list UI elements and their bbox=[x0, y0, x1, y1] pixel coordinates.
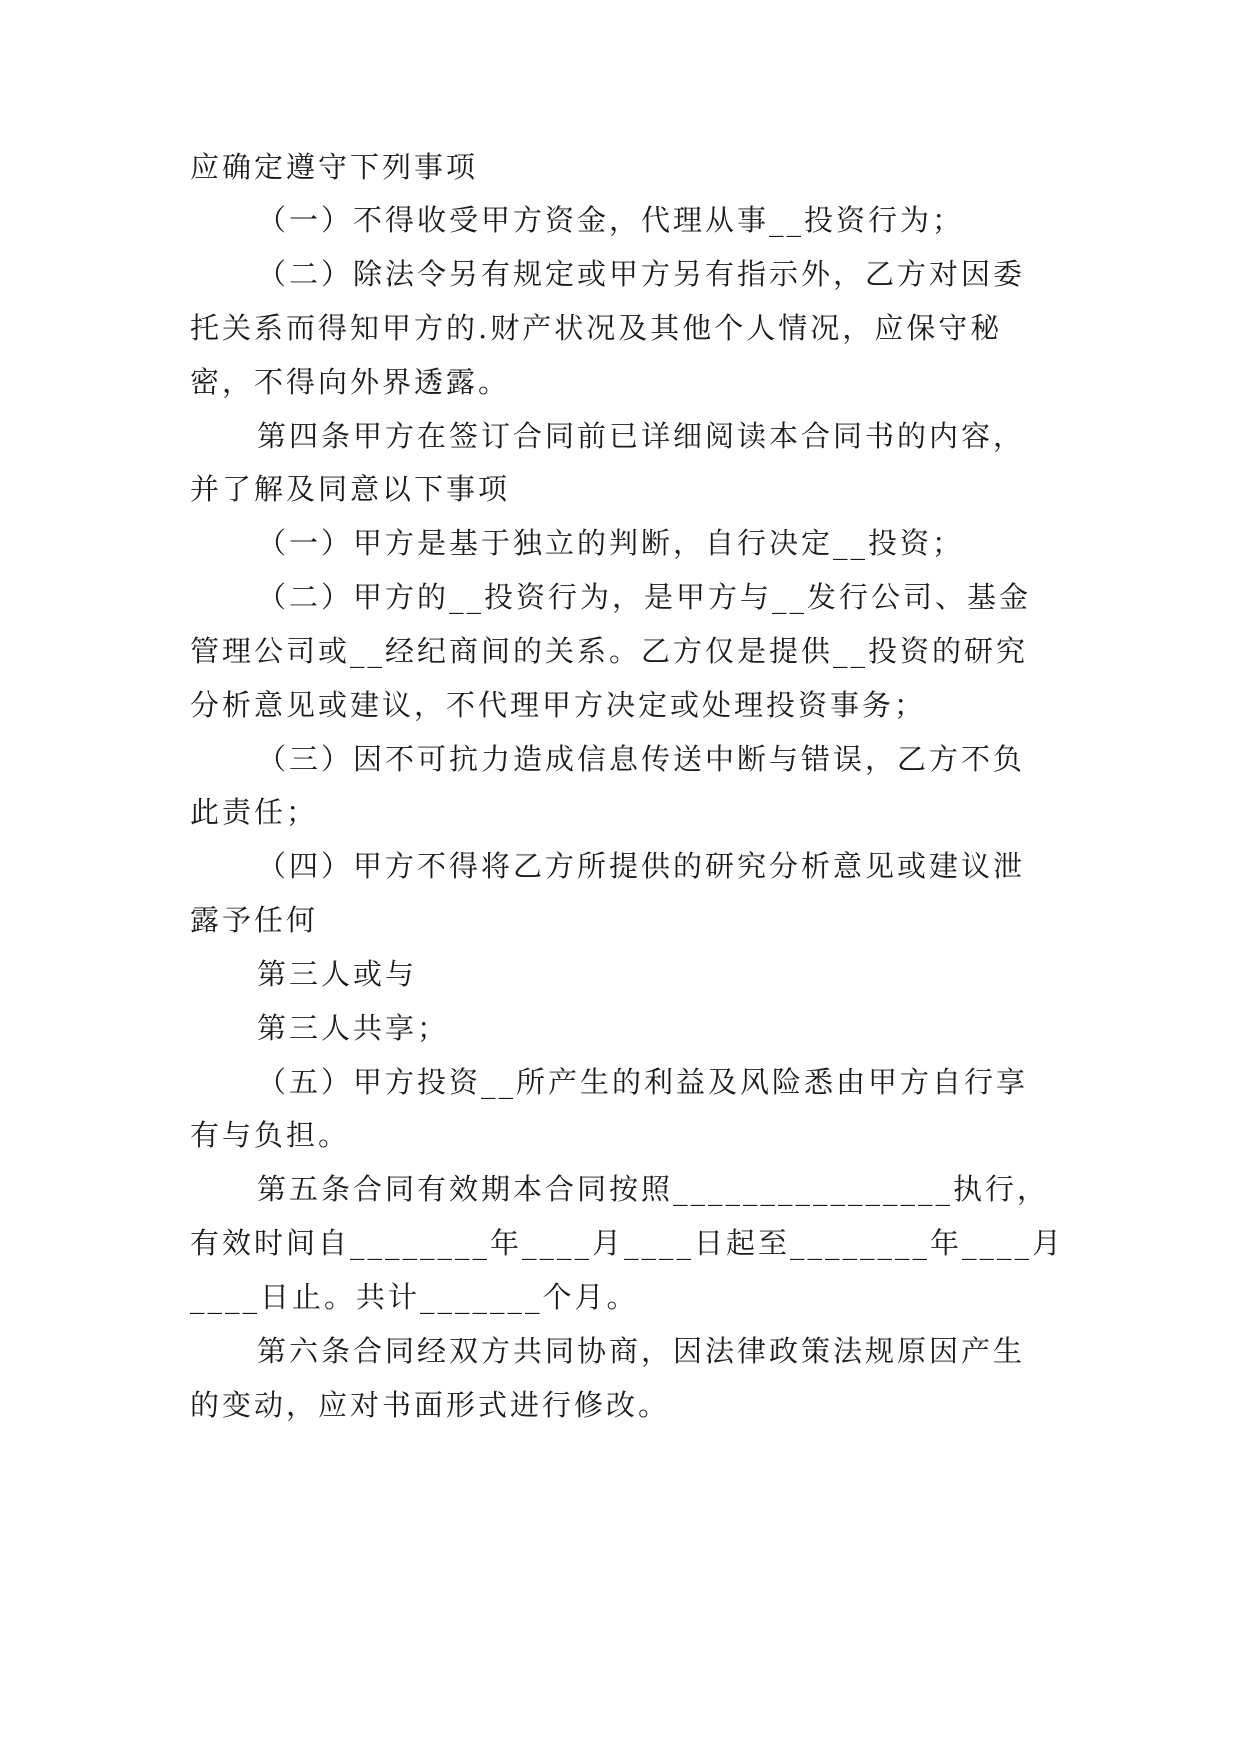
text-line: 第五条合同有效期本合同按照________________执行， bbox=[257, 1172, 1050, 1206]
text-line: （三）因不可抗力造成信息传送中断与错误，乙方不负 bbox=[257, 742, 1026, 776]
text-line: （四）甲方不得将乙方所提供的研究分析意见或建议泄 bbox=[257, 849, 1026, 883]
text-line: （二）甲方的__投资行为，是甲方与__发行公司、基金 bbox=[257, 580, 1032, 614]
text-line: （一）甲方是基于独立的判断，自行决定__投资； bbox=[257, 526, 965, 560]
text-line: 并了解及同意以下事项 bbox=[190, 472, 511, 506]
text-line: 露予任何 bbox=[190, 903, 319, 937]
text-line: （一）不得收受甲方资金，代理从事__投资行为； bbox=[257, 203, 965, 237]
text-line: 有与负担。 bbox=[190, 1118, 351, 1152]
text-line: （五）甲方投资__所产生的利益及风险悉由甲方自行享 bbox=[257, 1065, 1029, 1099]
text-line: 的变动，应对书面形式进行修改。 bbox=[190, 1388, 671, 1422]
text-line: 第三人或与 bbox=[257, 957, 418, 991]
text-line: 有效时间自________年____月____日起至________年____月 bbox=[190, 1226, 1065, 1260]
text-line: 应确定遵守下列事项 bbox=[190, 150, 479, 184]
text-line: 密，不得向外界透露。 bbox=[190, 365, 511, 399]
text-line: 第六条合同经双方共同协商，因法律政策法规原因产生 bbox=[257, 1334, 1026, 1368]
text-line: 托关系而得知甲方的.财产状况及其他个人情况，应保守秘 bbox=[190, 311, 1003, 345]
text-line: 分析意见或建议，不代理甲方决定或处理投资事务； bbox=[190, 688, 927, 722]
text-line: ____日止。共计_______个月。 bbox=[190, 1280, 639, 1314]
text-line: 此责任； bbox=[190, 795, 319, 829]
text-line: 管理公司或__经纪商间的关系。乙方仅是提供__投资的研究 bbox=[190, 634, 1029, 668]
text-line: （二）除法令另有规定或甲方另有指示外，乙方对因委 bbox=[257, 257, 1026, 291]
text-line: 第三人共享； bbox=[257, 1011, 450, 1045]
text-line: 第四条甲方在签订合同前已详细阅读本合同书的内容， bbox=[257, 419, 1026, 453]
